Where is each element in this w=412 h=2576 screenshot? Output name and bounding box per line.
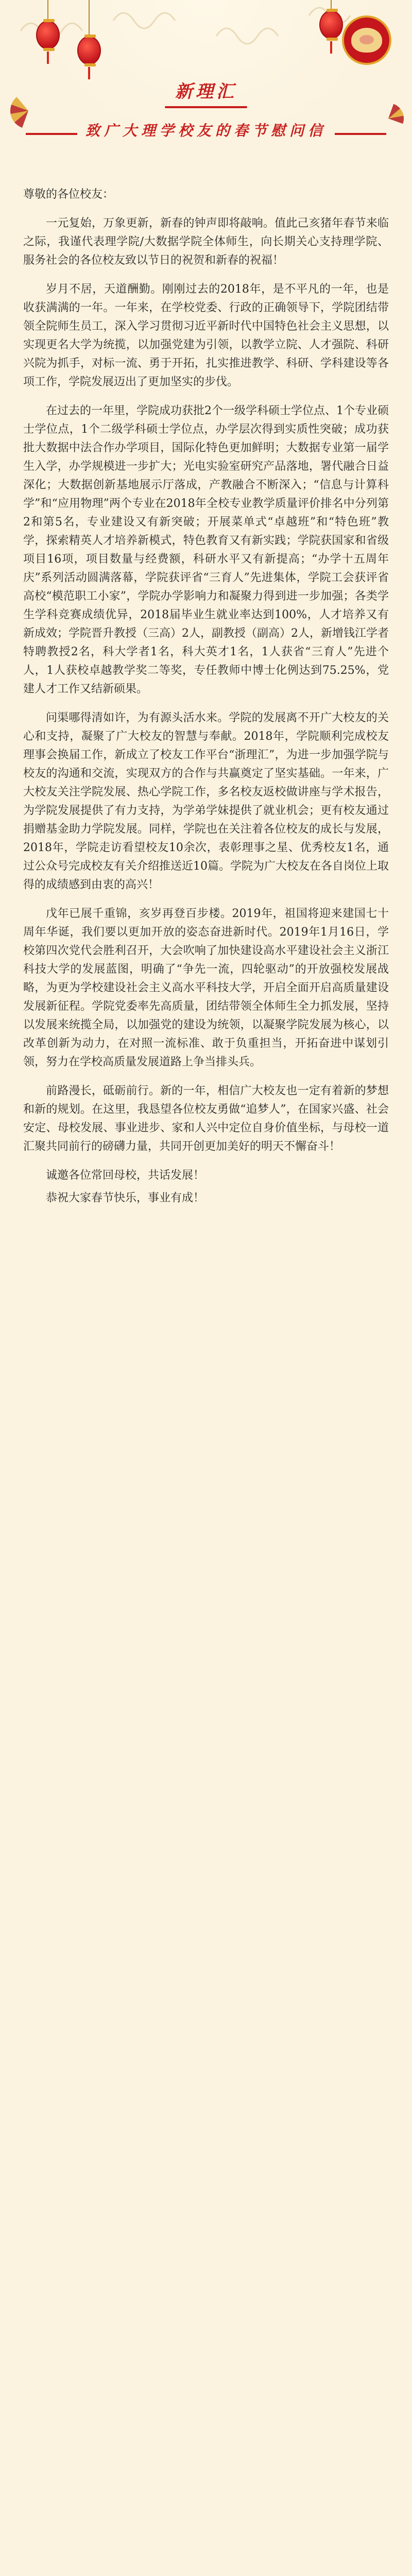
lantern-icon <box>36 0 60 64</box>
title-divider <box>165 106 247 108</box>
letter-greeting: 尊敬的各位校友： <box>23 188 114 201</box>
lantern-icon <box>319 0 343 54</box>
letter-body <box>23 185 389 1212</box>
lantern-icon <box>77 0 101 79</box>
letter-closing-wishes: 恭祝大家春节快乐，事业有成！ <box>46 1192 205 1205</box>
letter-paragraph: 一元复始，万象更新，新春的钟声即将敲响。值此己亥猪年春节来临之际，我谨代表理学院/大数据学院全体师生，向长期关心支持理学院、服务社会的各位校友致以节日的祝贺和新春的祝福！ <box>23 217 389 267</box>
pig-zodiac-icon <box>342 15 391 65</box>
letter-paragraph: 岁月不居，天道酬勤。刚刚过去的2018年，是不平凡的一年，也是收获满满的一年。一年来，在学校党委、行政的正确领导下，学院团结带领全院师生员工，深入学习贯彻习近平新时代中国特色社会主义思想，以实现更名大学为统揽，以加强党建为引领，以教学立院、人才强院、科研兴院为抓手，对标一流、勇于开拓，扎实推进教学、科研、学科建设等各项工作，学院发展迈出了更加坚实的步伐。 <box>23 283 389 388</box>
subtitle-flourish-right <box>335 133 386 135</box>
letter-paragraph: 问渠哪得清如许，为有源头活水来。学院的发展离不开广大校友的关心和支持，凝聚了广大校友的智慧与奉献。2018年，学院顺利完成校友理事会换届工作，新成立了校友工作平台“浙理汇”，为进一步加强学院与校友的沟通和交流，实现双方的合作与共赢奠定了坚实基础。一年来，广大校友关注学院发展、热心学院工作，多名校友返校做讲座与学术报告，为学院发展提供了有力支持，为学弟学妹提供了就业机会；更有校友通过捐赠基金助力学院发展。同样，学院也在关注着各位校友的成长与发展，2018年，学院走访看望校友10余次，表彰理事之星、优秀校友1名，通过公众号完成校友有关介绍推送近10篇。学院为广大校友在各自岗位上取得的成绩感到由衷的高兴！ <box>23 711 389 891</box>
page-subtitle: 致广大理学校友的春节慰问信 <box>85 122 327 139</box>
header-banner <box>0 0 412 170</box>
letter-paragraph: 在过去的一年里，学院成功获批2个一级学科硕士学位点、1个专业硕士学位点，1个二级学科硕士学位点，办学层次得到实质性突破；成功获批大数据中法合作办学项目，国际化特色更加鲜明；大数据专业第一届学生入学，办学规模进一步扩大；光电实验室研究产品落地，署代融合日益深化；大数据创新基地展示厅落成，产教融合不断深入；“信息与计算科学”和“应用物理”两个专业在2018年全校专业教学质量评价排名中分列第2和第5名，专业建设又有新突破；开展菜单式“卓越班”和“特色班”教学，探索精英人才培养新模式，特色教育又有新实践；学院获国家和省级项目16项，项目数量与经费额，科研水平又有新提高；“办学十五周年庆”系列活动圆满落幕，学院获评省“三育人”先进集体，学院工会获评省高校“模范职工小家”，学院办学影响力和凝聚力得到进一步加强；各类学生学科竞赛成绩优异，2018届毕业生就业率达到100%，人才培养又有新成效；学院晋升教授（三高）2人，副教授（副高）2人，新增钱江学者特聘教授2名，科大学者1名，科大英才1名，1人获省“三育人”先进个人，1人获校卓越教学奖二等奖，专任教师中博士化例达到75.25%，党建人才工作又结新硕果。 <box>23 404 389 696</box>
letter-paragraph: 戊年已展千重锦，亥岁再登百步楼。2019年，祖国将迎来建国七十周年华诞，我们要以更加开放的姿态奋进新时代。2019年1月16日，学校第四次党代会胜利召开，大会吹响了加快建设高水平建设社会主义浙江科技大学的发展蓝图，明确了“争先一流，四轮驱动”的开放强校发展战略，为更为学校建设社会主义高水平科技大学，开启全面开启高质量建设发展新征程。学院党委率先高质量，团结带领全体师生全力抓发展，坚持以发展来统揽全局，以加强党的建设为统领，以凝聚学院发展为核心，以改革创新为动力，在对照一流标准、敢于负重担当，开拓奋进中谋划引领，努力在学校高质量发展道路上争当排头兵。 <box>23 907 389 1069</box>
letter-paragraph: 前路漫长，砥砺前行。新的一年，相信广大校友也一定有着新的梦想和新的规划。在这里，我恳望各位校友勇做“追梦人”，在国家兴盛、社会安定、母校发展、事业进步、家和人兴中定位自身价值坐标，与母校一道汇聚共同前行的磅礴力量，共同开创更加美好的明天不懈奋斗！ <box>23 1084 389 1153</box>
letter-closing-invitation: 诚邀各位常回母校，共话发展！ <box>46 1169 205 1182</box>
page-title: 新理汇 <box>175 81 237 102</box>
